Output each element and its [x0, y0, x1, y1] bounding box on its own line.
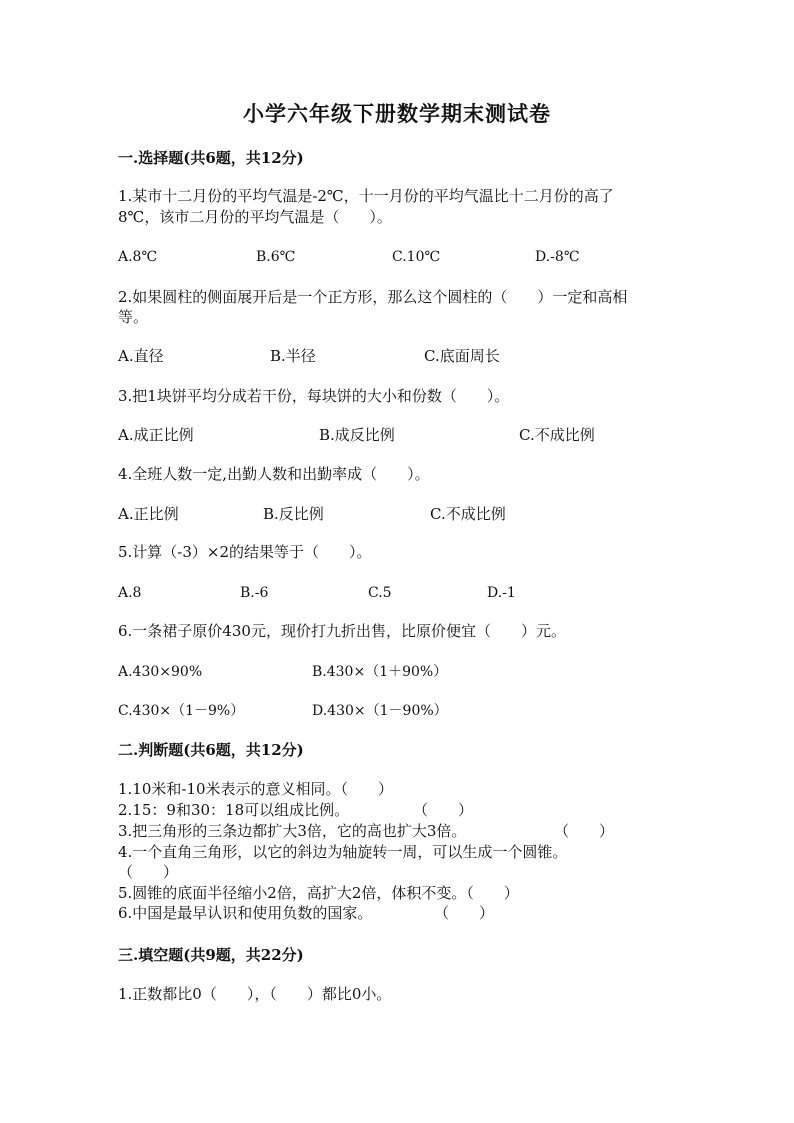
answer-blank: （ ）: [554, 822, 615, 840]
option-d: D.430×（1－90%）: [312, 703, 448, 719]
question-text: 4.全班人数一定,出勤人数和出勤率成（ ）。: [118, 465, 430, 483]
fill-item: 1.正数都比0（ ），（ ）都比0小。: [118, 985, 392, 1003]
answer-blank: （ ）: [413, 801, 474, 819]
option-b: B.半径: [270, 347, 316, 365]
option-b: B.6℃: [256, 249, 296, 265]
answer-blank: （ ）: [434, 904, 495, 922]
option-d: D.-1: [487, 585, 516, 601]
question-text: 6.一条裙子原价430元，现价打九折出售，比原价便宜（ ）元。: [118, 622, 566, 640]
judgment-item: 2.15：9和30：18可以组成比例。: [118, 801, 350, 819]
question-text: 等。: [118, 308, 149, 326]
option-a: A.430×90%: [118, 664, 203, 680]
option-c: C.不成比例: [430, 505, 506, 523]
option-a: A.直径: [118, 347, 164, 365]
option-a: A.正比例: [118, 505, 179, 523]
judgment-item: 4.一个直角三角形，以它的斜边为轴旋转一周，可以生成一个圆锥。: [118, 843, 568, 861]
page-title: 小学六年级下册数学期末测试卷: [243, 101, 551, 126]
judgment-item: 5.圆锥的底面半径缩小2倍，高扩大2倍，体积不变。（ ）: [118, 884, 519, 902]
option-c: C.不成比例: [519, 426, 595, 444]
question-text: 2.如果圆柱的侧面展开后是一个正方形，那么这个圆柱的（ ）一定和高相: [118, 288, 628, 306]
judgment-item: 6.中国是最早认识和使用负数的国家。: [118, 904, 373, 922]
section-heading-choice: 一.选择题(共6题，共12分): [118, 149, 304, 167]
option-a: A.8: [118, 585, 142, 601]
question-text: 5.计算（-3）×2的结果等于（ ）。: [118, 543, 372, 561]
question-text: 3.把1块饼平均分成若干份，每块饼的大小和份数（ ）。: [118, 387, 510, 405]
option-c: C.430×（1－9%）: [118, 703, 245, 719]
option-b: B.成反比例: [319, 426, 395, 444]
option-b: B.430×（1＋90%）: [312, 664, 448, 680]
option-a: A.成正比例: [118, 426, 194, 444]
judgment-item: 3.把三角形的三条边都扩大3倍，它的高也扩大3倍。: [118, 822, 467, 840]
question-text: 1.某市十二月份的平均气温是-2℃，十一月份的平均气温比十二月份的高了: [118, 187, 614, 205]
section-heading-fill: 三.填空题(共9题，共22分): [118, 946, 304, 964]
option-a: A.8℃: [118, 249, 158, 265]
answer-blank: （ ）: [118, 863, 179, 881]
question-text: 8℃，该市二月份的平均气温是（ ）。: [118, 208, 392, 226]
option-c: C.底面周长: [424, 347, 500, 365]
option-b: B.反比例: [263, 505, 324, 523]
option-b: B.-6: [240, 585, 269, 601]
section-heading-judgment: 二.判断题(共6题，共12分): [118, 741, 304, 759]
option-c: C.5: [368, 585, 392, 601]
option-d: D.-8℃: [535, 249, 580, 265]
option-c: C.10℃: [392, 249, 441, 265]
judgment-item: 1.10米和-10米表示的意义相同。（ ）: [118, 780, 394, 798]
